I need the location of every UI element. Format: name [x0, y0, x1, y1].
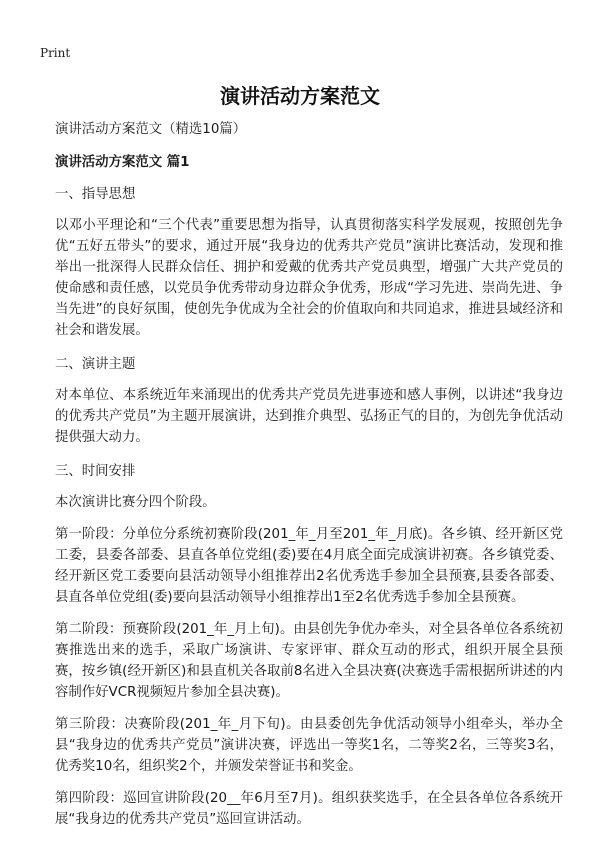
section-title: 演讲活动方案范文 篇1	[55, 155, 190, 170]
paragraph-stage-1: 第一阶段：分单位分系统初赛阶段(201_年_月至201_年_月底)。各乡镇、经开新区党工委，县委各部委、县直各单位党组(委)要在4月底全面完成演讲初赛。各乡镇党委、经开新区党工委要向县活动领导小组推荐出2名优秀选手参加全县预赛,县委各部委、县直各单位党组(委)要向县活动领导小组推荐出1至2名优秀选手参加全县预赛。	[55, 527, 563, 605]
paragraph-speech-theme: 对本单位、本系统近年来涌现出的优秀共产党员先进事迹和感人事例，以讲述“我身边的优秀共产党员”为主题开展演讲，达到推介典型、弘扬正气的目的，为创先争优活动提供强大动力。	[55, 388, 563, 445]
paragraph-schedule-intro: 本次演讲比赛分四个阶段。	[55, 495, 216, 510]
heading-schedule: 三、时间安排	[55, 464, 136, 479]
heading-guiding-ideology: 一、指导思想	[55, 187, 136, 202]
paragraph-stage-4: 第四阶段：巡回宣讲阶段(20__年6月至7月)。组织获奖选手，在全县各单位各系统开展“我身边的优秀共产党员”巡回宣讲活动。	[55, 791, 563, 827]
document-body	[55, 118, 563, 841]
paragraph-guiding-ideology: 以邓小平理论和“三个代表”重要思想为指导，认真贯彻落实科学发展观，按照创先争优“五好五带头”的要求，通过开展“我身边的优秀共产党员”演讲比赛活动，发现和推举出一批深得人民群众信任、拥护和爱戴的优秀共产党员典型，增强广大共产党员的使命感和责任感，以党员争优秀带动身边群众争优秀，形成“学习先进、崇尚先进、争当先进”的良好氛围，使创先争优成为全社会的价值取向和共同追求，推进县域经济和社会和谐发展。	[55, 218, 563, 338]
document-subtitle: 演讲活动方案范文（精选10篇）	[55, 122, 247, 137]
paragraph-stage-2: 第二阶段：预赛阶段(201_年_月上旬)。由县创先争优办牵头，对全县各单位各系统初赛推选出来的选手，采取广场演讲、专家评审、群众互动的形式，组织开展全县预赛，按乡镇(经开新区)和县直机关各取前8名进入全县决赛(决赛选手需根据所讲述的内容制作好VCR视频短片参加全县决赛)。	[55, 622, 563, 700]
document-title: 演讲活动方案范文	[220, 84, 380, 108]
print-label: Print	[40, 46, 71, 60]
paragraph-stage-3: 第三阶段：决赛阶段(201_年_月下旬)。由县委创先争优活动领导小组牵头，举办全县“我身边的优秀共产党员”演讲决赛，评选出一等奖1名，二等奖2名，三等奖3名，优秀奖10名，组织奖2个，并颁发荣誉证书和奖金。	[55, 717, 563, 774]
heading-speech-theme: 二、演讲主题	[55, 357, 136, 372]
